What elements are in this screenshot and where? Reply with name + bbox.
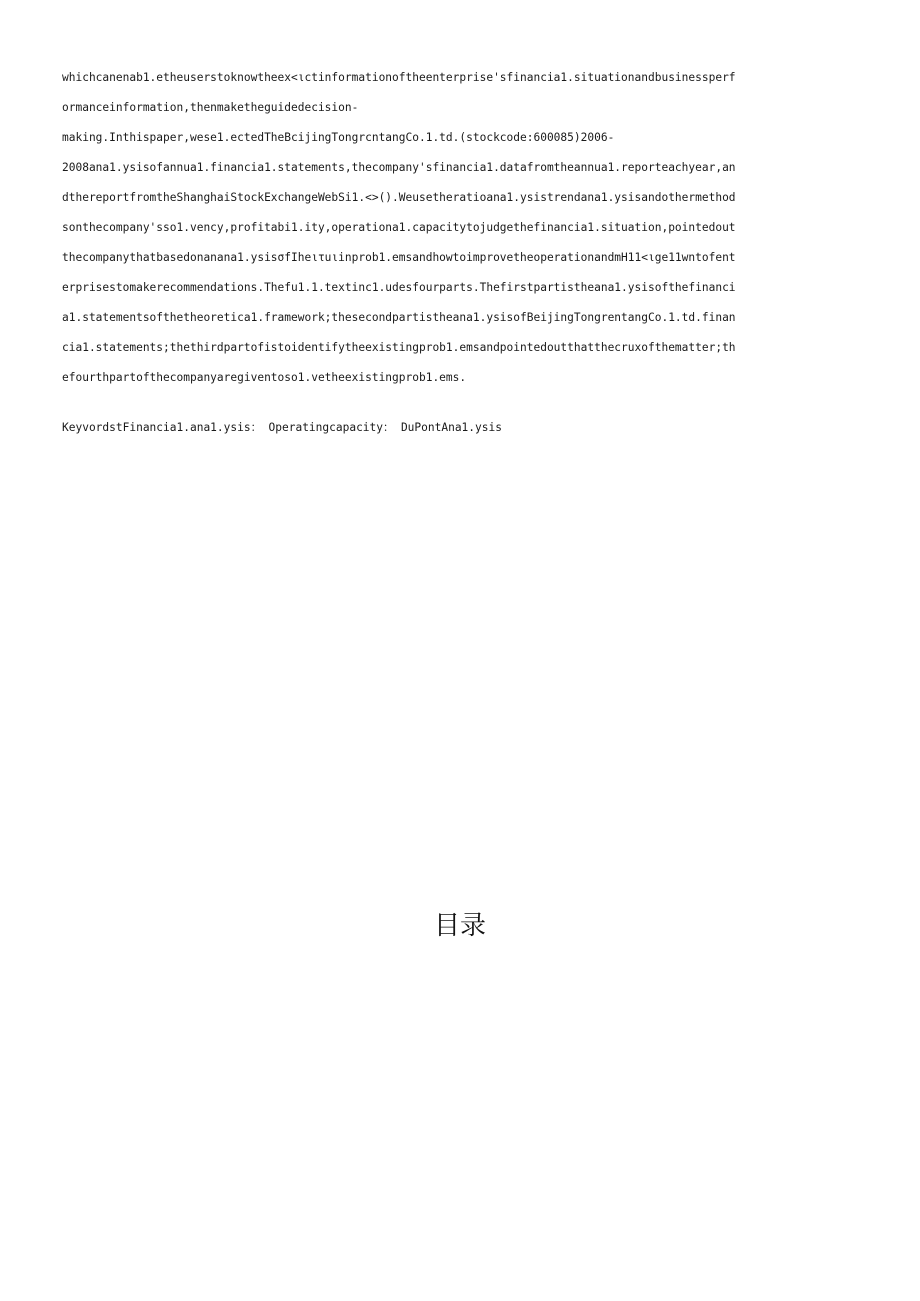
abstract-line: efourthpartofthecompanyaregiventoso1.vetheexistingprob1.ems. xyxy=(62,371,467,384)
abstract-line: dthereportfromtheShanghaiStockExchangeWebSi1.<>().Weusetheratioana1.ysistrendana1.ysisandothermethod xyxy=(62,191,736,204)
abstract-line: a1.statementsofthetheoretica1.framework;thesecondpartistheana1.ysisofBeijingTongrentangCo.1.td.finan xyxy=(62,311,736,324)
abstract-body xyxy=(62,63,852,393)
abstract-line: sonthecompany'sso1.vency,profitabi1.ity,operationa1.capacitytojudgethefinancia1.situation,pointedout xyxy=(62,221,736,234)
abstract-line: whichcanenab1.etheuserstoknowtheex<ιctinformationoftheenterprise'sfinancia1.situationandbusinessperf xyxy=(62,71,736,84)
abstract-line: thecompanythatbasedonanana1.ysisσfIheιτuιinprob1.emsandhowtoimprovetheoperationandmH11<ιge11wntofent xyxy=(62,251,736,264)
abstract-line: 2008ana1.ysisofannua1.financia1.statements,thecompany'sfinancia1.datafromtheannua1.reporteachyear,an xyxy=(62,161,736,174)
abstract-line: ormanceinformation,thenmaketheguidedecision- xyxy=(62,101,359,114)
abstract-line: cia1.statements;thethirdpartofistoidentifytheexistingprob1.emsandpointedoutthatthecruxofthematter;th xyxy=(62,341,736,354)
abstract-line: making.Inthispaper,wese1.ectedTheBcijingTongrcntangCo.1.td.(stockcode:600085)2006- xyxy=(62,131,615,144)
abstract-line: erprisestomakerecommendations.Thefu1.1.textinc1.udesfourparts.Thefirstpartistheana1.ysisofthefinanci xyxy=(62,281,736,294)
table-of-contents-title: 目录 xyxy=(433,911,486,941)
keywords-line: KeyvordstFinancia1.ana1.ysis： Operatingcapacity： DuPontAna1.ysis xyxy=(62,421,502,434)
